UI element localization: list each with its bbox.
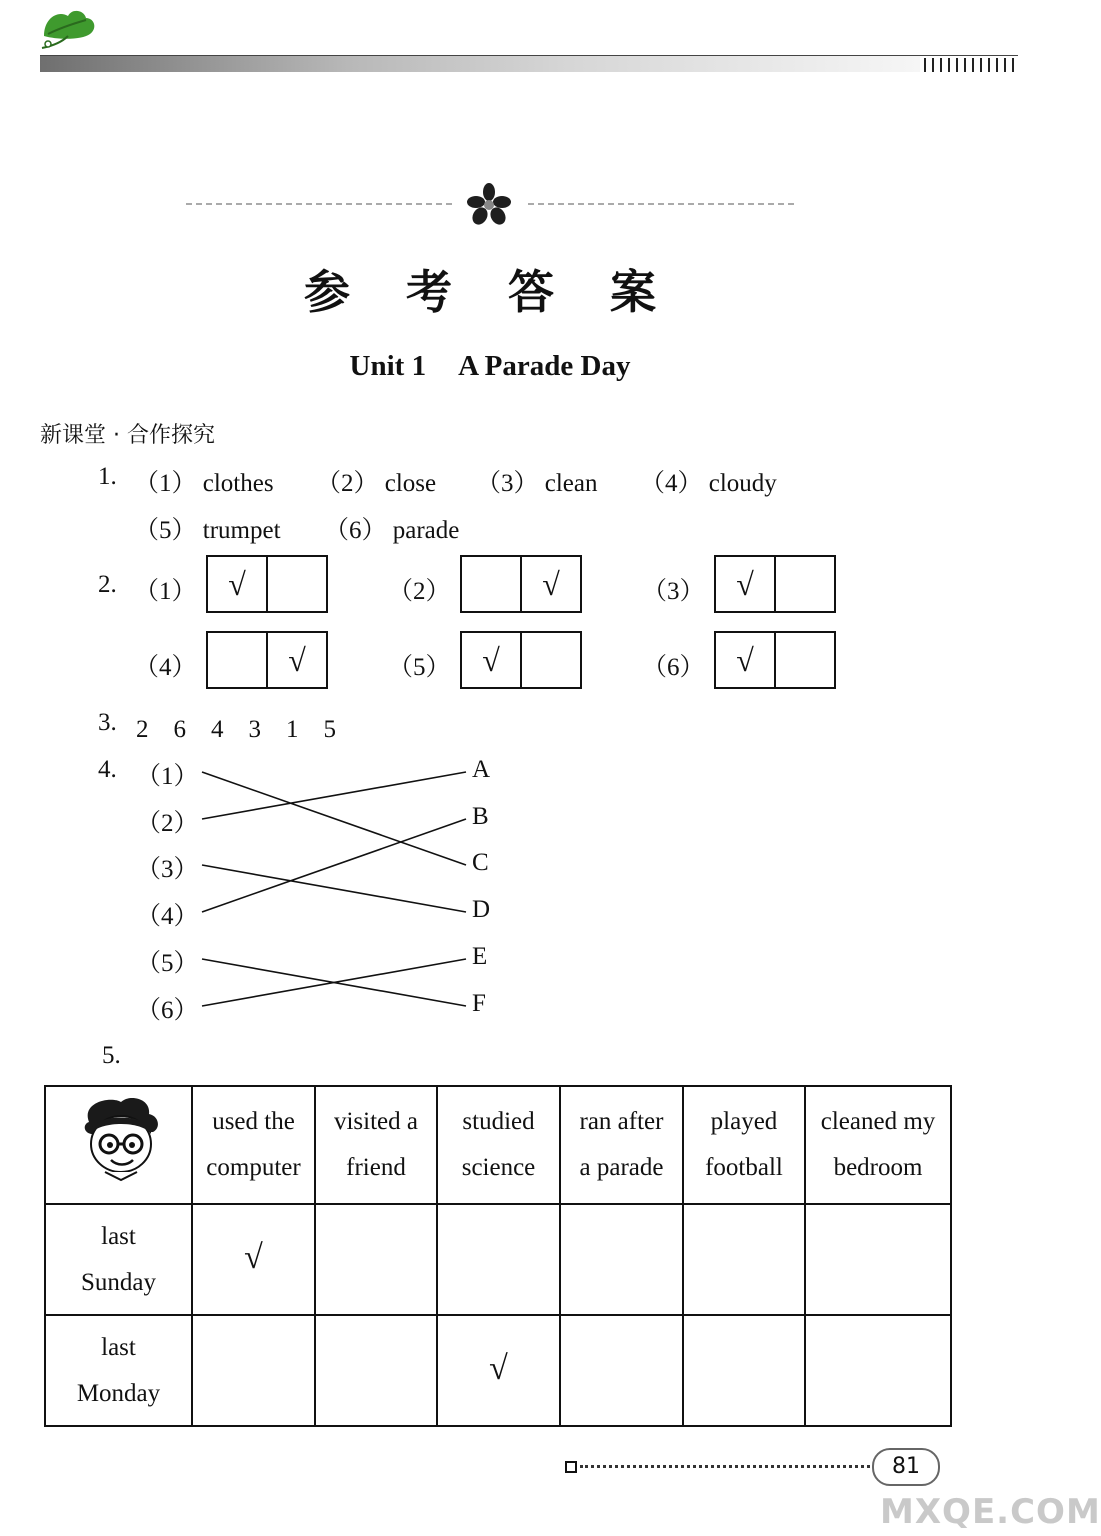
match-line (202, 819, 466, 912)
column-header-line: friend (346, 1154, 406, 1181)
column-header-line: a parade (579, 1154, 664, 1181)
column-header-line: cleaned my (820, 1108, 936, 1135)
column-header-line: used the (212, 1108, 295, 1135)
table-cell (192, 1204, 315, 1315)
check-mark: √ (489, 1350, 508, 1387)
table-cell (437, 1315, 560, 1426)
table-cell (560, 1204, 683, 1315)
q4-left-item: （4） (136, 903, 199, 930)
row-label-line: Monday (76, 1379, 161, 1407)
q1-item-number: （3） (476, 470, 539, 497)
column-header (192, 1086, 315, 1204)
q4-right-item: B (472, 803, 489, 830)
column-header (560, 1086, 683, 1204)
q2-box-left: √ (482, 641, 500, 678)
table-cell (315, 1315, 437, 1426)
q4-right-item: F (472, 990, 486, 1017)
column-header-line: ran after (579, 1108, 664, 1135)
column-header-line: bedroom (833, 1154, 923, 1181)
q2-box-left: √ (736, 565, 754, 602)
q5-table (44, 1085, 952, 1427)
column-header-line: studied (462, 1108, 535, 1135)
column-header-line: visited a (333, 1108, 418, 1135)
column-header-line: science (461, 1154, 536, 1181)
row-label (45, 1204, 192, 1315)
q4-left-item: （3） (136, 856, 199, 883)
table-row (45, 1315, 951, 1426)
q2-item-number: （2） (388, 578, 451, 605)
q1-item-word: parade (392, 517, 460, 544)
page-number: 81 (872, 1448, 940, 1486)
q3-answer: 2 6 4 3 1 5 (136, 716, 337, 743)
q2-box-right: √ (520, 557, 580, 611)
q1-item-word: clean (544, 470, 598, 497)
column-header (683, 1086, 805, 1204)
column-header-line: computer (206, 1154, 301, 1181)
q1-item-word: clothes (202, 470, 274, 497)
q4-right-item: A (472, 756, 491, 783)
row-label (45, 1315, 192, 1426)
q1-item-number: （6） (324, 517, 387, 544)
page-title: 参 考 答 案 (303, 265, 677, 319)
q2-box-left: √ (736, 641, 754, 678)
table-row (45, 1204, 951, 1315)
q1-item-word: cloudy (708, 470, 777, 497)
footer-square-icon (565, 1461, 577, 1473)
table-cell (805, 1204, 951, 1315)
table-cell (437, 1204, 560, 1315)
q4-left-item: （6） (136, 997, 199, 1024)
q3-number: 3. (98, 709, 117, 736)
table-cell (683, 1204, 805, 1315)
q4-left-item: （5） (136, 950, 199, 977)
cartoon-boy-icon (71, 1092, 167, 1182)
section-heading: 新课堂 · 合作探究 (40, 423, 215, 448)
footer-dotted-line (580, 1465, 870, 1468)
q4-right-item: E (472, 943, 488, 970)
q2-item-number: （5） (388, 654, 451, 681)
q1-item-number: （1） (134, 470, 197, 497)
match-line (202, 865, 466, 912)
q1-item-word: trumpet (202, 517, 281, 544)
q5-number: 5. (102, 1042, 121, 1069)
q2-item-number: （4） (134, 654, 197, 681)
q4-left-item: （1） (136, 763, 199, 790)
table-header-row (45, 1086, 951, 1204)
row-label-line: last (101, 1222, 136, 1250)
q2-item-number: （3） (642, 578, 705, 605)
row-label-line: last (101, 1333, 136, 1361)
q4-left-item: （2） (136, 810, 199, 837)
match-line (202, 772, 466, 865)
q4-right-item: C (472, 849, 489, 876)
column-header (805, 1086, 951, 1204)
q1-item-word: close (384, 470, 437, 497)
table-cell (315, 1204, 437, 1315)
unit-name: A Parade Day (458, 350, 631, 382)
watermark: MXQE.COM (880, 1492, 1101, 1532)
q2-item-number: （6） (642, 654, 705, 681)
check-mark: √ (244, 1239, 263, 1276)
q1-item-number: （2） (316, 470, 379, 497)
q4-number: 4. (98, 756, 117, 783)
table-cell (192, 1315, 315, 1426)
boy-cell (45, 1086, 192, 1204)
table-cell (560, 1315, 683, 1426)
q1-item-number: （4） (640, 470, 703, 497)
column-header-line: played (710, 1108, 778, 1135)
table-cell (683, 1315, 805, 1426)
q2-box-left: √ (228, 565, 246, 602)
unit-label: Unit 1 (349, 350, 427, 382)
row-label-line: Sunday (81, 1268, 156, 1296)
match-line (202, 772, 466, 819)
q2-item-number: （1） (134, 578, 197, 605)
column-header (315, 1086, 437, 1204)
q2-box-right: √ (266, 633, 326, 687)
q1-item-number: （5） (134, 517, 197, 544)
column-header-line: football (705, 1154, 783, 1181)
q2-number: 2. (98, 571, 117, 598)
column-header (437, 1086, 560, 1204)
q4-right-item: D (472, 896, 491, 923)
table-cell (805, 1315, 951, 1426)
q1-number: 1. (98, 463, 117, 490)
